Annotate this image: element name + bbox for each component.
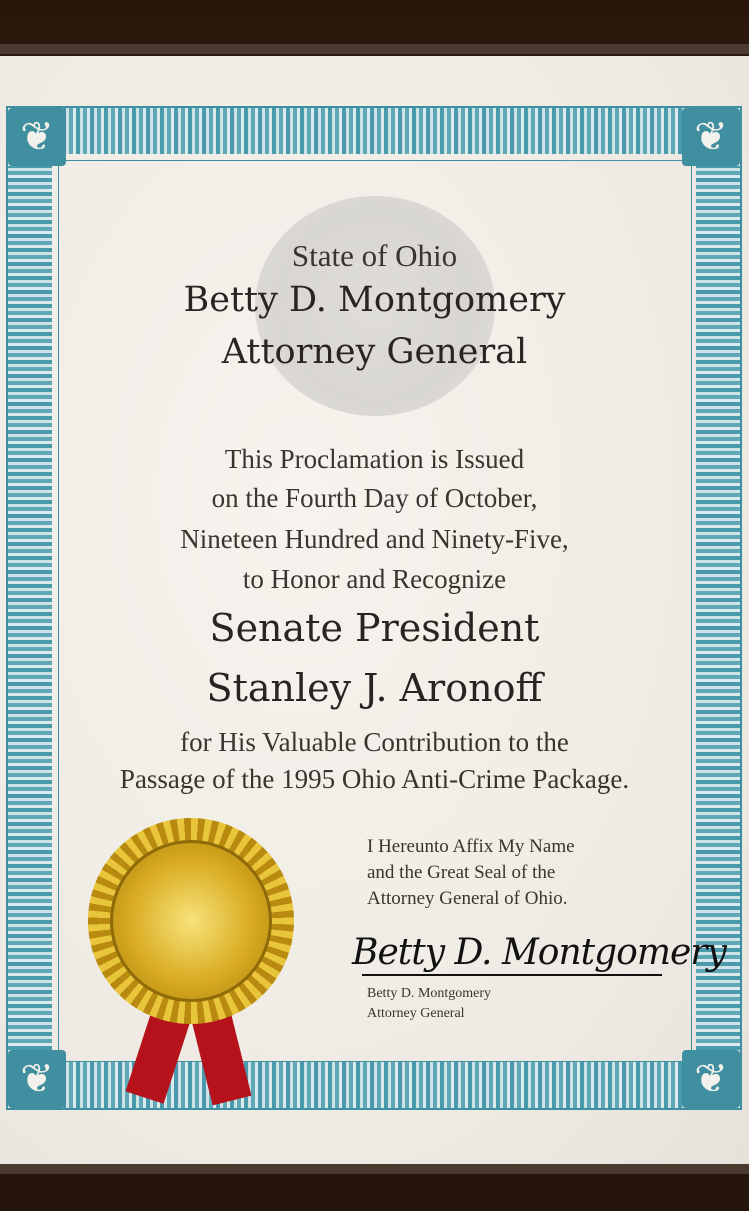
proclamation-line: Nineteen Hundred and Ninety-Five,: [180, 524, 569, 554]
frame-top-edge: [0, 44, 749, 54]
frame-bottom-edge: [0, 1164, 749, 1174]
printed-title: Attorney General: [367, 1006, 465, 1021]
reason-line: for His Valuable Contribution to the: [180, 727, 569, 757]
leaf-corner-icon: ❦: [682, 1050, 740, 1108]
gold-seal-center: [110, 840, 272, 1002]
handwritten-signature: Betty D. Montgomery: [352, 932, 726, 973]
border-top-band: [64, 108, 684, 154]
leaf-corner-icon: ❦: [8, 1050, 66, 1108]
attestation-line: and the Great Seal of the: [367, 862, 556, 883]
state-heading: State of Ohio: [291, 238, 458, 273]
leaf-corner-icon: ❦: [682, 108, 740, 166]
honoree-name: Stanley J. Aronoff: [206, 666, 543, 710]
proclamation-line: on the Fourth Day of October,: [211, 483, 538, 513]
reason-line: Passage of the 1995 Ohio Anti-Crime Package.: [119, 764, 630, 794]
honoree-title: Senate President: [209, 606, 540, 650]
attorney-general-name: Betty D. Montgomery: [183, 280, 566, 320]
proclamation-line: to Honor and Recognize: [242, 564, 507, 594]
attorney-general-office: Attorney General: [221, 332, 528, 372]
gold-seal: [88, 818, 294, 1024]
leaf-corner-icon: ❦: [8, 108, 66, 166]
attestation-line: Attorney General of Ohio.: [367, 888, 568, 909]
attestation-line: I Hereunto Affix My Name: [367, 836, 575, 857]
proclamation-line: This Proclamation is Issued: [224, 444, 525, 474]
printed-name: Betty D. Montgomery: [367, 986, 492, 1001]
signature-line: [362, 974, 662, 976]
